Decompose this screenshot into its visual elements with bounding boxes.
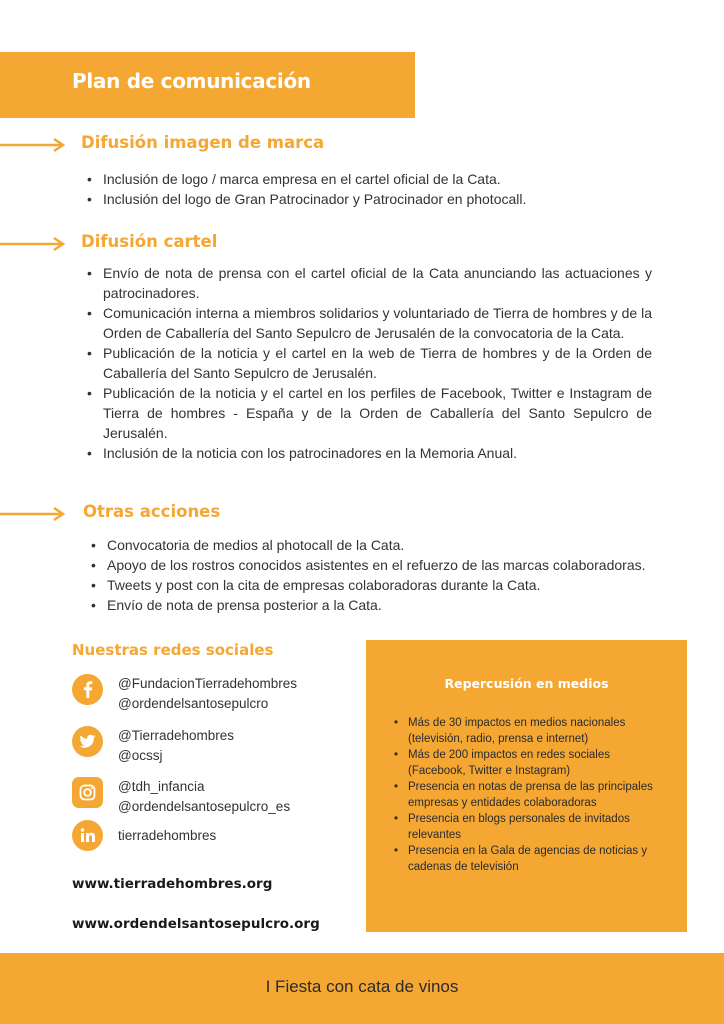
facebook-icon[interactable] [72, 674, 103, 705]
social-handle[interactable]: @FundacionTierradehombres [118, 676, 298, 691]
linkedin-icon[interactable] [72, 820, 103, 851]
media-coverage-box [366, 640, 687, 932]
arrow-right-icon [0, 137, 66, 153]
list-item: • Comunicación interna a miembros solidarios y voluntariado de Tierra de hombres y de la Orden de Caballería del Santo Sepulcro de Jerusalén de la convocatoria de la Cata. [87, 303, 652, 343]
bullet-list [87, 263, 652, 463]
section-title: Otras acciones [83, 502, 221, 521]
website-link[interactable]: www.ordendelsantosepulcro.org [72, 916, 320, 932]
instagram-icon[interactable] [72, 777, 103, 808]
list-item: • Convocatoria de medios al photocall de la Cata. [91, 535, 701, 555]
website-link[interactable]: www.tierradehombres.org [72, 876, 273, 892]
media-list [394, 715, 666, 875]
list-item: • Presencia en la Gala de agencias de noticias y cadenas de televisión [394, 843, 666, 875]
list-item: • Publicación de la noticia y el cartel en los perfiles de Facebook, Twitter e Instagram de Tierra de hombres - España y de la Orden de Caballería del Santo Sepulcro de Jerusalén. [87, 383, 652, 443]
list-item: • Presencia en blogs personales de invitados relevantes [394, 811, 666, 843]
media-title: Repercusión en medios [444, 676, 609, 691]
social-handle[interactable]: @ordendelsantosepulcro [118, 696, 269, 711]
twitter-icon[interactable] [72, 726, 103, 757]
social-handle[interactable]: @ocssj [118, 748, 163, 763]
list-item: • Apoyo de los rostros conocidos asistentes en el refuerzo de las marcas colaboradoras. [91, 555, 701, 575]
social-handle[interactable]: @Tierradehombres [118, 728, 234, 743]
section-brand-image [0, 133, 724, 207]
page-title: Plan de comunicación [72, 69, 311, 93]
social-title: Nuestras redes sociales [72, 641, 274, 659]
list-item: • Envío de nota de prensa con el cartel oficial de la Cata anunciando las actuaciones y patrocinadores. [87, 263, 652, 303]
list-item: • Más de 30 impactos en medios nacionales (televisión, radio, prensa e internet) [394, 715, 666, 747]
list-item: • Presencia en notas de prensa de las principales empresas y entidades colaboradoras [394, 779, 666, 811]
social-handle[interactable]: tierradehombres [118, 828, 217, 843]
footer-text: I Fiesta con cata de vinos [265, 977, 459, 996]
list-item: • Envío de nota de prensa posterior a la Cata. [91, 595, 701, 615]
bullet-list [87, 169, 667, 209]
section-other-actions [0, 502, 724, 613]
list-item: • Inclusión del logo de Gran Patrocinador y Patrocinador en photocall. [87, 189, 667, 209]
section-title: Difusión cartel [81, 232, 218, 251]
bullet-list [91, 535, 701, 615]
social-handle[interactable]: @tdh_infancia [118, 779, 205, 794]
section-poster [0, 232, 724, 460]
list-item: • Inclusión de la noticia con los patrocinadores en la Memoria Anual. [87, 443, 652, 463]
social-handle[interactable]: @ordendelsantosepulcro_es [118, 799, 291, 814]
list-item: • Inclusión de logo / marca empresa en el cartel oficial de la Cata. [87, 169, 667, 189]
section-title: Difusión imagen de marca [81, 133, 325, 152]
arrow-right-icon [0, 236, 66, 252]
list-item: • Publicación de la noticia y el cartel en la web de Tierra de hombres y de la Orden de Caballería del Santo Sepulcro de Jerusalén. [87, 343, 652, 383]
list-item: • Tweets y post con la cita de empresas colaboradoras durante la Cata. [91, 575, 701, 595]
list-item: • Más de 200 impactos en redes sociales (Facebook, Twitter e Instagram) [394, 747, 666, 779]
arrow-right-icon [0, 506, 66, 522]
section-header [0, 133, 724, 161]
section-header [0, 502, 724, 530]
section-header [0, 232, 724, 260]
